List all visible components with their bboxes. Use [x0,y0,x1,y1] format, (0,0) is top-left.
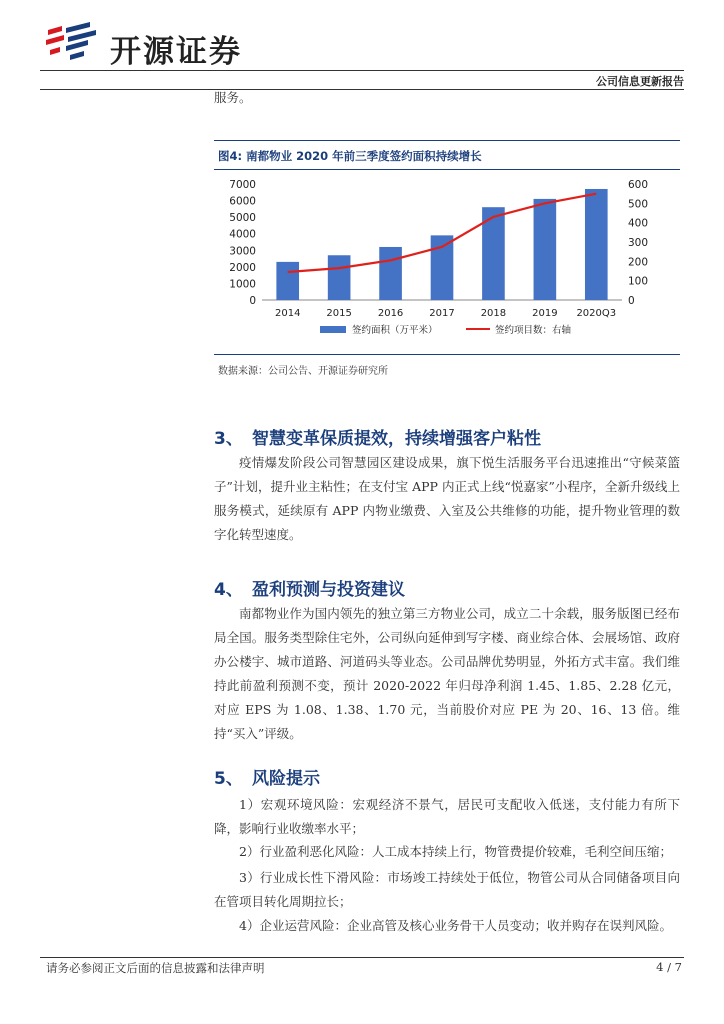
section-number: 4、 [214,580,243,600]
legend-line-label: 签约项目数：右轴 [495,325,572,336]
y-left-tick-label: 0 [249,295,256,307]
y-right-tick-label: 0 [628,295,635,307]
kaiyuan-logo [40,20,110,70]
section-heading: 智慧变革保质提效，持续增强客户粘性 [252,429,541,449]
figure-bottom-rule [214,354,680,355]
bar [379,247,402,300]
y-left-tick-label: 4000 [229,228,256,241]
x-tick-label: 2016 [377,308,404,319]
y-left-tick-label: 1000 [229,278,256,291]
bar [431,235,454,300]
risk-item-2: 2）行业盈利恶化风险：人工成本持续上行，物管费提价较难，毛利空间压缩； [239,844,672,859]
figure-top-rule [214,140,680,141]
x-tick-label: 2019 [532,308,558,319]
y-right-tick-label: 300 [628,237,649,249]
y-left-tick-label: 6000 [229,195,256,208]
section-5-title [214,764,320,789]
y-left-tick-label: 2000 [229,261,256,274]
section-4-title [214,575,405,600]
bar [328,255,351,300]
figure-title: 图4: 南都物业 2020 年前三季度签约面积持续增长 [218,149,482,163]
x-tick-label: 2020Q3 [576,308,617,319]
footer-disclaimer: 请务必参阅正文后面的信息披露和法律声明 [46,961,265,975]
y-right-tick-label: 500 [628,198,649,211]
footer-rule [40,957,684,958]
legend-bar-swatch [320,326,346,333]
bar [585,189,608,300]
header-rule [40,70,684,71]
x-tick-label: 2014 [274,308,301,319]
x-tick-label: 2015 [326,308,352,319]
intro-fragment: 服务。 [214,90,252,105]
risk-item-1: 1）宏观环境风险：宏观经济不景气，居民可支配收入低迷，支付能力有所下降，影响行业收缴率水平； [214,797,680,836]
y-right-tick-label: 600 [628,179,649,191]
y-right-tick-label: 400 [628,217,649,230]
section-3-title [214,424,541,449]
legend-bar-label: 签约面积（万平米） [352,325,438,336]
y-left-tick-label: 3000 [229,245,256,258]
figure-source: 数据来源：公司公告、开源证券研究所 [218,366,388,377]
y-left-tick-label: 7000 [229,179,256,191]
section-number: 3、 [214,429,243,449]
section-number: 5、 [214,769,243,789]
report-type: 公司信息更新报告 [596,75,684,88]
x-tick-label: 2017 [429,308,455,319]
section-4-paragraph: 南都物业作为国内领先的独立第三方物业公司，成立二十余载，服务版图已经布局全国。服务类型除住宅外，公司纵向延伸到写字楼、商业综合体、会展场馆、政府办公楼宇、城市道路、河道码头等业态。公司品牌优势明显，外拓方式丰富。我们维持此前盈利预测不变，预计 2020-2022 年归母净利润 1.45、1.85、2.28 亿元，对应 EPS 为 1.08、1.38、1.70 元，当前股价对应 PE 为 20、16、13 倍。维持“买入”评级。 [214,606,680,741]
section-heading: 盈利预测与投资建议 [252,580,405,600]
y-right-tick-label: 100 [628,275,649,288]
section-3-paragraph: 疫情爆发阶段公司智慧园区建设成果，旗下悦生活服务平台迅速推出“守候菜篮子”计划，提升业主粘性；在支付宝 APP 内正式上线“悦嘉家”小程序，全新升级线上服务模式，延续原有 APP 内物业缴费、入室及公共维修的功能，提升物业管理的数字化转型速度。 [214,455,680,542]
x-tick-label: 2018 [480,308,507,319]
risk-item-3: 3）行业成长性下滑风险：市场竣工持续处于低位，物管公司从合同储备项目向在管项目转化周期拉长； [214,870,680,909]
bar [534,199,557,300]
logo-text: 开源证券 [110,34,242,70]
y-right-tick-label: 200 [628,256,649,269]
page-number: 4 / 7 [656,960,682,974]
risk-item-4: 4）企业运营风险：企业高管及核心业务骨干人员变动；收并购存在误判风险。 [239,918,672,933]
signed-area-chart [214,172,680,350]
section-heading: 风险提示 [252,769,320,789]
bar [276,262,299,300]
figure-title-rule [214,169,680,170]
y-left-tick-label: 5000 [229,212,256,225]
